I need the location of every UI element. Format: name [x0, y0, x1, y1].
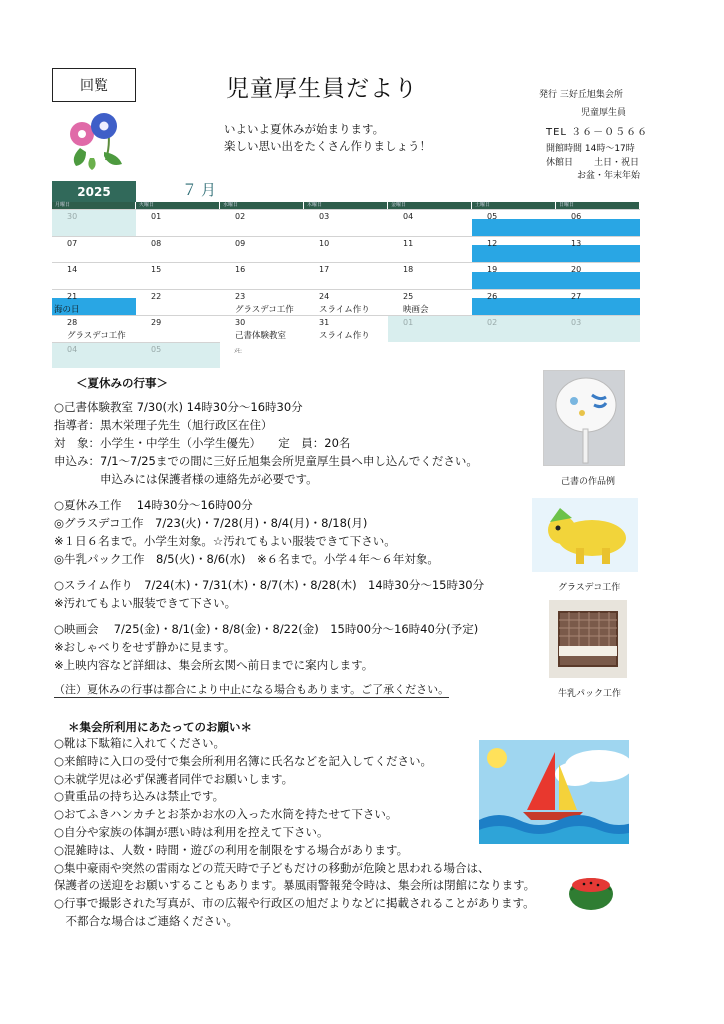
calendar-day-number: 18 — [403, 265, 414, 274]
caption-glass: グラスデコ工作 — [558, 583, 621, 593]
calendar-weekday: 火曜日 — [136, 202, 219, 209]
rule-item: 保護者の送迎をお願いすることもあります。暴風雨警報発令時は、集会所は閉館になります。 — [54, 878, 536, 893]
weekend-bar — [556, 272, 640, 289]
publisher-closed-extra: お盆・年末年始 — [577, 171, 641, 181]
calendar-day-number: 16 — [235, 265, 246, 274]
weekend-bar — [556, 298, 640, 315]
calendar-day-number: 30 — [235, 318, 246, 327]
calendar-day-number: 03 — [319, 212, 330, 221]
calendar-day-number: 14 — [67, 265, 78, 274]
rule-item: ○行事で撮影された写真が、市の広報や行政区の旭だよりなどに掲載されることがあります。 — [54, 896, 535, 911]
calendar-event: 己書体験教室 — [235, 331, 287, 341]
intro-line: いよいよ夏休みが始まります。 — [224, 122, 385, 136]
calendar-memo: ﾒﾓ: — [234, 347, 243, 355]
calendar-day — [304, 315, 388, 342]
calendar-day-number: 07 — [67, 238, 78, 248]
calendar-day-number: 15 — [151, 265, 162, 274]
calendar-day-number: 10 — [319, 238, 330, 248]
calendar-day-number: 22 — [151, 291, 162, 301]
calendar-day — [472, 262, 556, 289]
calendar-weekday: 水曜日 — [220, 202, 303, 209]
calendar-day-number: 27 — [571, 291, 582, 301]
calendar-day — [136, 262, 220, 289]
event-line: 指導者：黒木栄理子先生（旭行政区在住） — [54, 418, 273, 432]
calendar-day — [136, 236, 220, 263]
publisher-closed-days: 土日・祝日 — [594, 158, 640, 168]
event-line: ※１日６名まで。小学生対象。☆汚れてもよい服装できて下さい。 — [54, 534, 396, 548]
event-line: 申込み：7/1～7/25までの間に三好丘旭集会所児童厚生員へ申し込んでください。 — [54, 454, 478, 468]
craft-event-block — [54, 496, 439, 568]
event-line: ○夏休み工作 14時30分～16時00分 — [54, 498, 253, 512]
calendar-event: スライム作り — [319, 331, 370, 341]
rule-item: 不都合な場合はご連絡ください。 — [54, 913, 238, 928]
rules-heading: ＊集会所利用にあたってのお願い＊ — [68, 720, 252, 734]
watermelon-illustration — [567, 868, 615, 912]
glass-deco-photo — [532, 498, 638, 572]
calendar-day — [472, 209, 556, 236]
event-line: ※おしゃべりをせず静かに見ます。 — [54, 640, 236, 654]
rule-item: ○貴重品の持ち込みは禁止です。 — [54, 789, 225, 804]
calendar-day-number: 23 — [235, 291, 246, 301]
calendar-day — [220, 289, 304, 316]
event-line: ◎グラスデコ工作 7/23(火)・7/28(月)・8/4(月)・8/18(月) — [54, 516, 368, 530]
calendar-day — [556, 236, 640, 263]
rule-item: ○来館時に入口の受付で集会所利用名簿に氏名などを記入してください。 — [54, 753, 433, 768]
sailboat-illustration — [479, 740, 629, 844]
calendar-day — [220, 262, 304, 289]
calendar-day — [388, 236, 472, 263]
calendar-weekday: 日曜日 — [556, 202, 639, 209]
calendar-month: ７月 — [182, 181, 221, 199]
rule-item: ○集中豪雨や突然の雷雨などの荒天時で子どもだけの移動が危険と思われる場合は、 — [54, 860, 490, 875]
publisher-hours: 開館時間 14時～17時 — [546, 144, 635, 154]
calendar-day — [52, 262, 136, 289]
calendar-event: 映画会 — [403, 304, 429, 315]
calendar-day — [388, 289, 472, 316]
calendar-day-number: 31 — [319, 318, 330, 327]
calendar-day — [472, 236, 556, 263]
calendar-day — [304, 262, 388, 289]
kairan-box — [52, 68, 136, 102]
calendar-day — [136, 289, 220, 316]
event-line: ※上映内容など詳細は、集会所玄関へ前日までに案内します。 — [54, 658, 374, 672]
calendar-day — [472, 289, 556, 316]
weekend-bar — [472, 272, 556, 289]
calendar-day-number: 13 — [571, 238, 582, 248]
event-line: ○スライム作り 7/24(木)・7/31(木)・8/7(木)・8/28(木) 14時30分～15時30分 — [54, 578, 485, 592]
rule-item: ○未就学児は必ず保護者同伴でお願いします。 — [54, 771, 294, 786]
page-title: 児童厚生員だより — [226, 76, 418, 102]
calendar-day-number: 12 — [487, 238, 498, 248]
kosho-event-block — [54, 398, 478, 488]
calendar-day — [220, 236, 304, 263]
calendar-day — [472, 315, 556, 342]
calendar-day-number: 24 — [319, 291, 330, 301]
calendar-day-number: 05 — [151, 344, 162, 354]
calendar-day-number: 03 — [571, 318, 582, 327]
calendar-day — [52, 289, 136, 316]
calendar-day — [220, 209, 304, 236]
caption-milk: 牛乳パック工作 — [558, 689, 622, 699]
calendar-day-number: 11 — [403, 238, 414, 248]
calendar-day-number: 04 — [67, 344, 78, 354]
calendar-day — [304, 236, 388, 263]
calendar-event: グラスデコ工作 — [235, 304, 294, 315]
event-line: ◎牛乳パック工作 8/5(火)・8/6(水) ※６名まで。小学４年～６年対象。 — [54, 552, 439, 566]
calendar-day-number: 01 — [151, 212, 162, 221]
calendar-day — [136, 209, 220, 236]
calendar-day-number: 25 — [403, 291, 414, 301]
calendar-day — [556, 209, 640, 236]
calendar-event: グラスデコ工作 — [67, 331, 126, 341]
rules-list — [54, 735, 535, 931]
calendar-day-number: 01 — [403, 318, 414, 327]
calendar-weekday: 木曜日 — [304, 202, 387, 209]
weekend-bar — [556, 219, 640, 236]
calendar-day-number: 26 — [487, 291, 498, 301]
event-line: ※汚れてもよい服装できて下さい。 — [54, 596, 237, 610]
calendar-day-number: 29 — [151, 318, 162, 327]
calendar-day-number: 17 — [319, 265, 330, 274]
event-line: 対 象：小学生・中学生（小学生優先） 定 員：20名 — [54, 436, 351, 450]
calendar-day — [52, 315, 136, 342]
calendar-day — [52, 342, 136, 369]
publisher-line1: 発行 三好丘旭集会所 — [539, 90, 623, 100]
calendar-day — [556, 315, 640, 342]
summer-heading: ＜夏休みの行事＞ — [76, 376, 168, 390]
calendar-day-number: 30 — [67, 212, 78, 221]
calendar-day-number: 20 — [571, 265, 582, 274]
calendar-day — [136, 315, 220, 342]
publisher-tel: TEL ３６－０５６６ — [546, 127, 649, 138]
slime-event-block — [54, 576, 484, 612]
rule-item: ○自分や家族の体調が悪い時は利用を控えて下さい。 — [54, 824, 329, 839]
calendar-day-number: 02 — [235, 212, 246, 221]
calendar-event: スライム作り — [319, 304, 370, 315]
event-line: 申込みには保護者様の連絡先が必要です。 — [54, 472, 318, 486]
event-line: ○己書体験教室 7/30(水) 14時30分～16時30分 — [54, 400, 303, 414]
calendar-day — [136, 342, 220, 369]
kairan-label: 回覧 — [80, 78, 108, 94]
calendar-holiday: 海の日 — [54, 304, 80, 315]
rule-item: ○靴は下駄箱に入れてください。 — [54, 736, 226, 750]
weekend-bar — [472, 219, 556, 236]
calendar-day — [220, 315, 304, 342]
calendar-day-number: 04 — [403, 212, 414, 221]
weekend-bar — [556, 245, 640, 262]
morning-glory-illustration — [60, 108, 126, 170]
publisher-line2: 児童厚生員 — [581, 108, 627, 118]
weekend-bar — [472, 245, 556, 262]
calendar-day-number: 19 — [487, 265, 498, 274]
publisher-closed-label: 休館日 — [546, 158, 574, 168]
caption-kosho: 己書の作品例 — [561, 477, 616, 487]
calendar-year: 2025 — [52, 181, 136, 202]
calendar-day — [52, 209, 136, 236]
calendar-day-number: 09 — [235, 238, 246, 248]
calendar — [52, 181, 640, 363]
calendar-day — [556, 289, 640, 316]
calendar-day — [388, 209, 472, 236]
calendar-day-number: 21 — [67, 291, 78, 301]
calendar-day — [556, 262, 640, 289]
calendar-day-number: 05 — [487, 212, 498, 221]
calendar-day — [388, 315, 472, 342]
calendar-weekday: 土曜日 — [472, 202, 555, 209]
intro-line: 楽しい思い出をたくさん作りましょう！ — [224, 139, 431, 153]
intro-text — [224, 121, 431, 155]
calendar-day-number: 08 — [151, 238, 162, 248]
weekend-bar — [472, 298, 556, 315]
rule-item: ○混雑時は、人数・時間・遊びの利用を制限をする場合があります。 — [54, 842, 409, 857]
calendar-day-number: 02 — [487, 318, 498, 327]
calendar-weekday: 月曜日 — [52, 202, 135, 209]
calendar-day — [304, 209, 388, 236]
summer-note: （注）夏休みの行事は都合により中止になる場合もあります。ご了承ください。 — [54, 683, 450, 696]
calendar-weekday: 金曜日 — [388, 202, 471, 209]
calendar-day — [304, 289, 388, 316]
calendar-day — [52, 236, 136, 263]
rule-item: ○おてふきハンカチとお茶かお水の入った水筒を持たせて下さい。 — [54, 807, 398, 822]
calendar-day-number: 06 — [571, 212, 582, 221]
calendar-day — [388, 262, 472, 289]
uchiwa-photo — [543, 370, 625, 466]
event-line: ○映画会 7/25(金)・8/1(金)・8/8(金)・8/22(金) 15時00分～16時40分(予定) — [54, 622, 479, 636]
milk-pack-photo — [549, 600, 627, 678]
calendar-day-number: 28 — [67, 318, 78, 327]
movie-event-block — [54, 620, 478, 674]
